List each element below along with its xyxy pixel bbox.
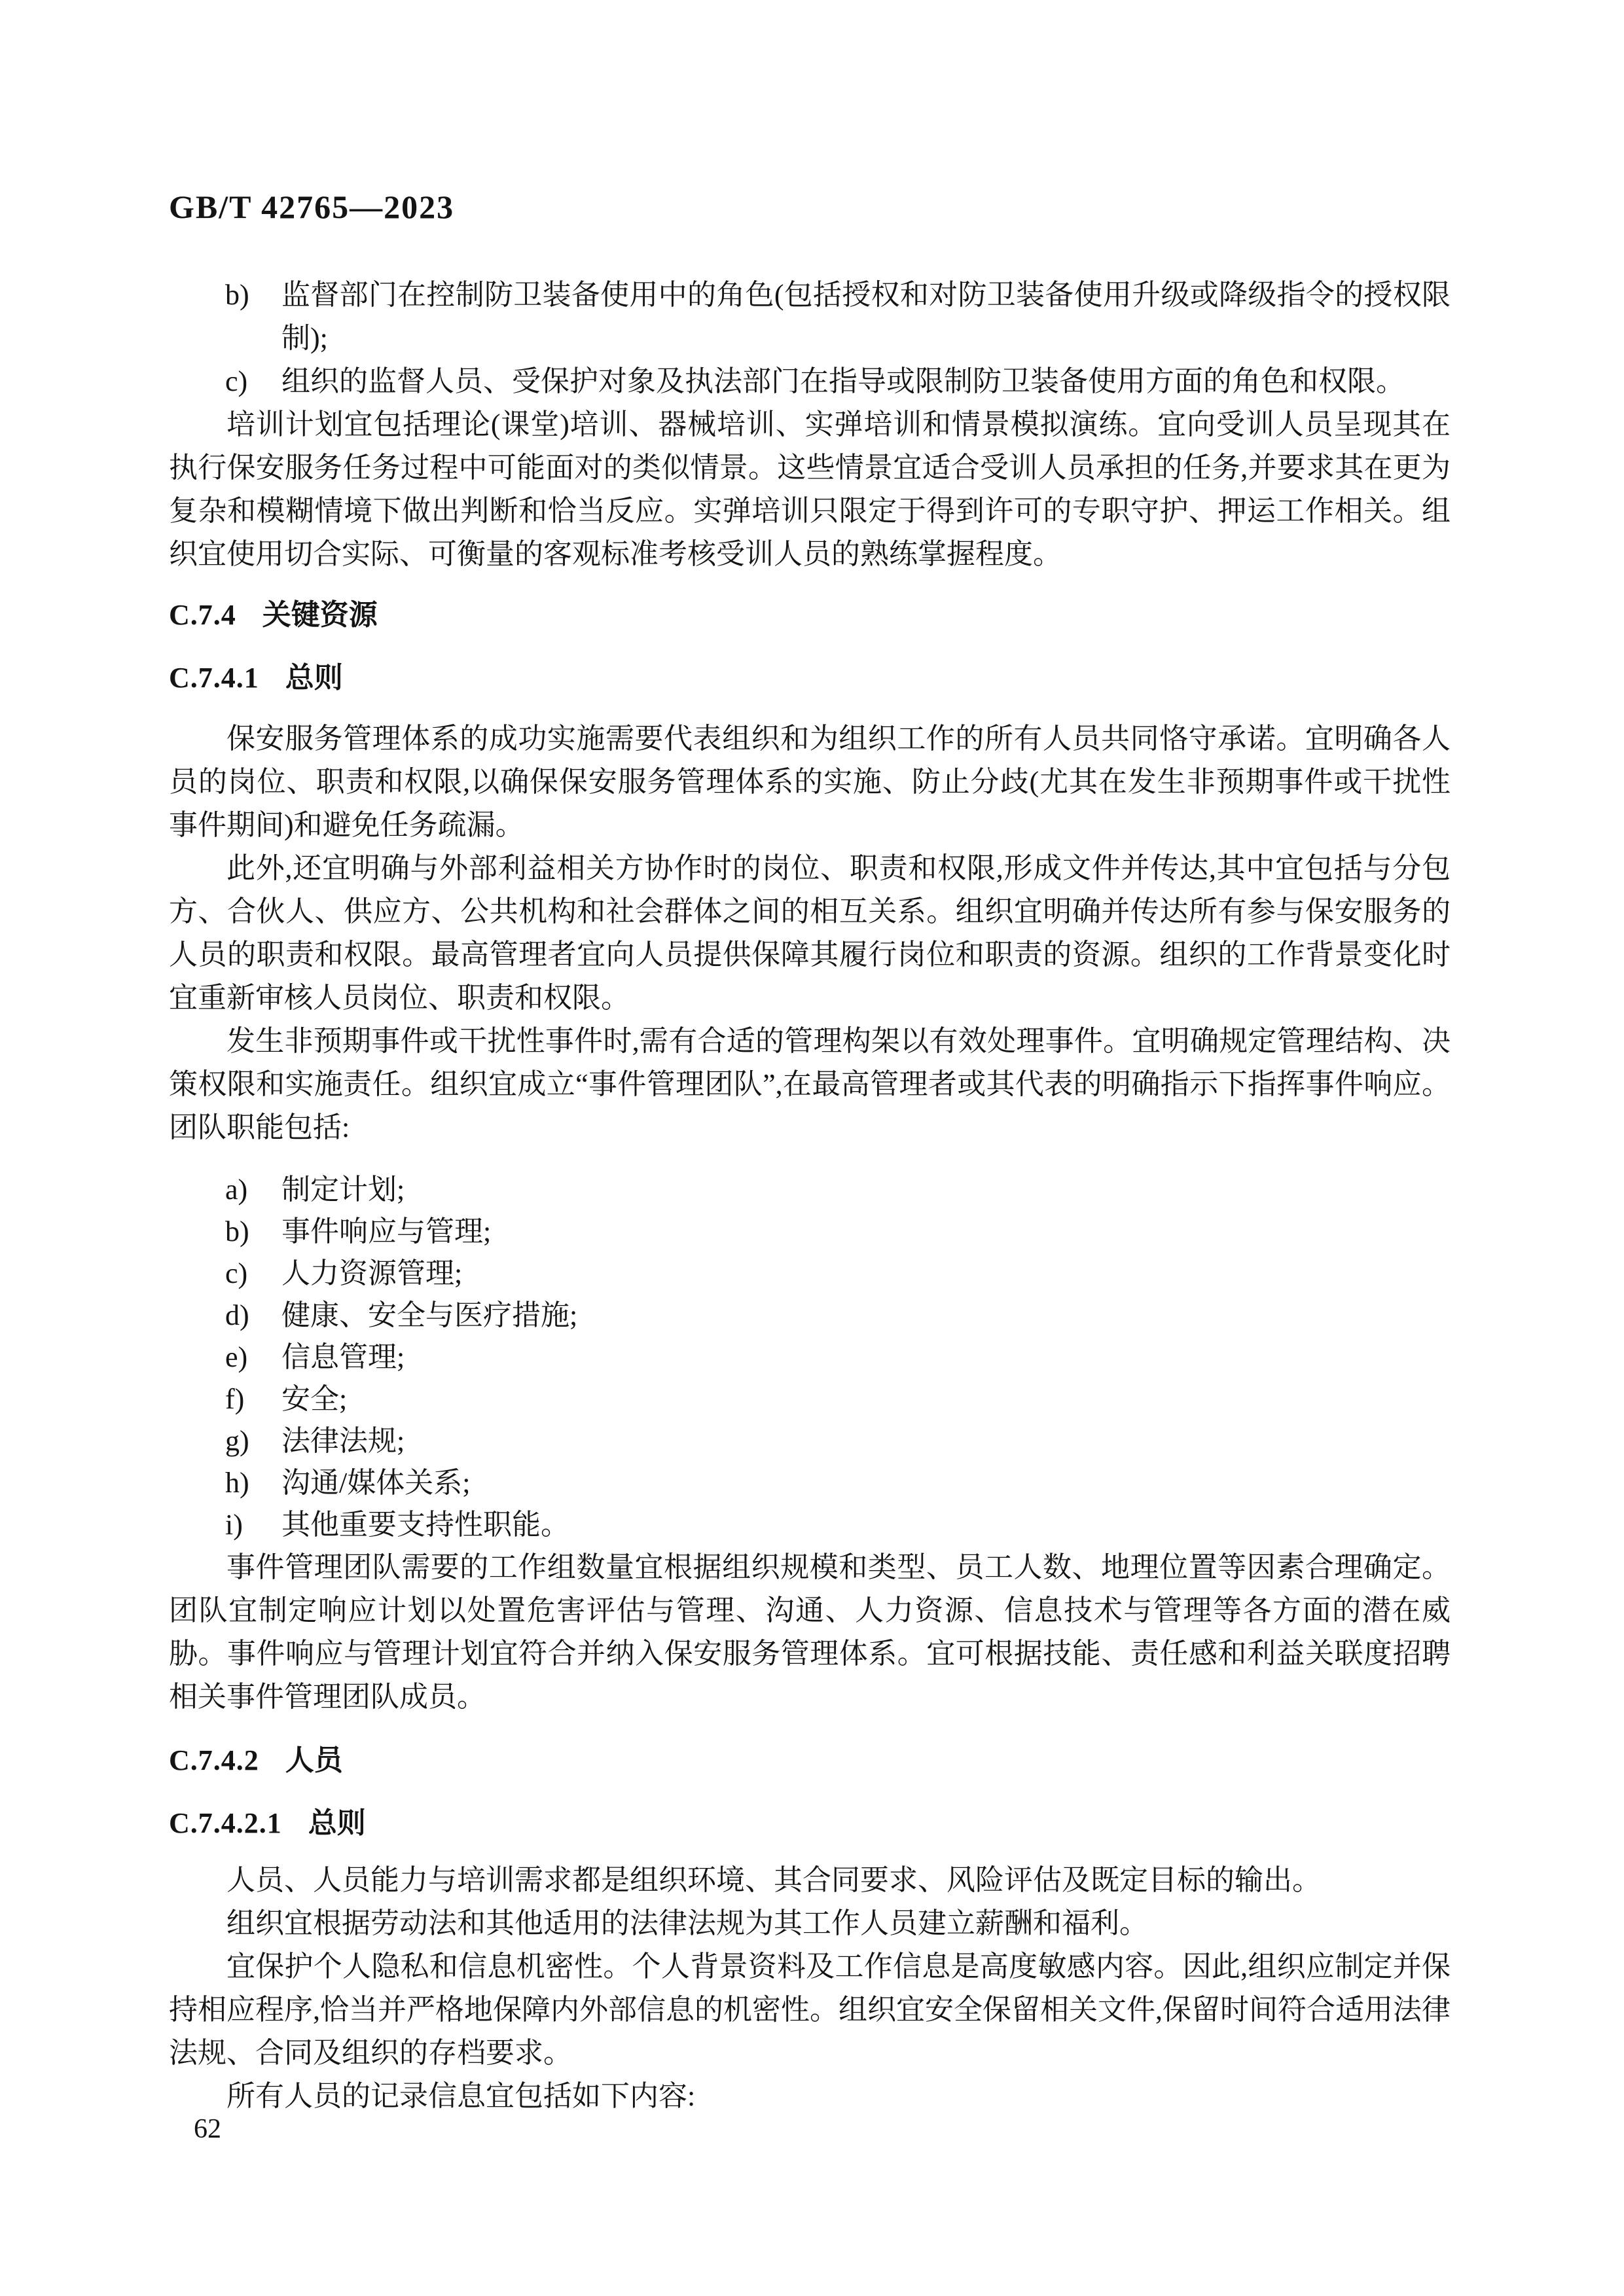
list-marker: c)	[225, 1257, 248, 1289]
list-item-text: 其他重要支持性职能。	[281, 1509, 569, 1541]
heading-c-7-4-1	[169, 662, 1451, 694]
heading-title: 关键资源	[262, 599, 378, 631]
paragraph-privacy: 宜保护个人隐私和信息机密性。个人背景资料及工作信息是高度敏感内容。因此,组织应制定并保持相应程序,恰当并严格地保障内外部信息的机密性。组织宜安全保留相关文件,保留时间符合适用法律法规、合同及组织的存档要求。	[169, 1950, 1451, 2069]
paragraph-labor-law: 组织宜根据劳动法和其他适用的法律法规为其工作人员建立薪酬和福利。	[226, 1907, 1148, 1939]
list-item-text: 法律法规;	[281, 1425, 405, 1457]
paragraph-external-parties: 此外,还宜明确与外部利益相关方协作时的岗位、职责和权限,形成文件并传达,其中宜包括与分包方、合伙人、供应方、公共机构和社会群体之间的相互关系。组织宜明确并传达所有参与保安服务的人员的职责和权限。最高管理者宜向人员提供保障其履行岗位和职责的资源。组织的工作背景变化时宜重新审核人员岗位、职责和权限。	[169, 852, 1451, 1014]
list-item-text: 制定计划;	[281, 1174, 405, 1206]
heading-number: C.7.4.2	[169, 1744, 259, 1776]
heading-number: C.7.4.2.1	[169, 1807, 282, 1839]
list-item	[169, 274, 1451, 360]
list-item	[169, 1169, 1451, 1211]
list-marker: e)	[225, 1341, 248, 1373]
list-item	[169, 1211, 1451, 1253]
paragraph-training-plan: 培训计划宜包括理论(课堂)培训、器械培训、实弹培训和情景模拟演练。宜向受训人员呈现其在执行保安服务任务过程中可能面对的类似情景。这些情景宜适合受训人员承担的任务,并要求其在更为复杂和模糊情境下做出判断和恰当反应。实弹培训只限定于得到许可的专职守护、押运工作相关。组织宜使用切合实际、可衡量的客观标准考核受训人员的熟练掌握程度。	[169, 408, 1451, 570]
defense-equipment-list	[169, 274, 1451, 403]
list-item	[169, 1336, 1451, 1378]
list-item-text: 沟通/媒体关系;	[281, 1467, 471, 1499]
list-item-text: 信息管理;	[281, 1341, 405, 1373]
list-marker: a)	[225, 1174, 248, 1206]
list-item-text: 事件响应与管理;	[281, 1215, 492, 1247]
list-item	[169, 360, 1451, 403]
paragraph-team-workgroups: 事件管理团队需要的工作组数量宜根据组织规模和类型、员工人数、地理位置等因素合理确定。团队宜制定响应计划以处置危害评估与管理、沟通、人力资源、信息技术与管理等各方面的潜在威胁。事件响应与管理计划宜符合并纳入保安服务管理体系。宜可根据技能、责任感和利益关联度招聘相关事件管理团队成员。	[169, 1551, 1451, 1713]
heading-c-7-4	[169, 600, 1451, 631]
list-item	[169, 1295, 1451, 1336]
paragraph-personnel-output: 人员、人员能力与培训需求都是组织环境、其合同要求、风险评估及既定目标的输出。	[226, 1864, 1321, 1896]
heading-title: 总则	[285, 662, 343, 694]
list-item-text: 人力资源管理;	[281, 1257, 463, 1289]
paragraph-incident-management: 发生非预期事件或干扰性事件时,需有合适的管理构架以有效处理事件。宜明确规定管理结构、决策权限和实施责任。组织宜成立“事件管理团队”,在最高管理者或其代表的明确指示下指挥事件响应。团队职能包括:	[169, 1025, 1451, 1143]
heading-c-7-4-2-1	[169, 1808, 1451, 1839]
team-functions-list	[169, 1169, 1451, 1546]
standard-number-header: GB/T 42765—2023	[169, 188, 455, 225]
list-item	[169, 1504, 1451, 1546]
list-marker: f)	[225, 1383, 245, 1415]
heading-number: C.7.4	[169, 599, 236, 631]
heading-number: C.7.4.1	[169, 662, 259, 694]
list-marker: i)	[225, 1509, 243, 1541]
list-item	[169, 1462, 1451, 1504]
heading-c-7-4-2	[169, 1745, 1451, 1776]
list-item-text: 健康、安全与医疗措施;	[281, 1299, 578, 1331]
heading-title: 人员	[285, 1744, 343, 1776]
document-body	[169, 264, 1451, 2118]
list-item	[169, 1420, 1451, 1462]
list-marker: d)	[225, 1299, 249, 1331]
paragraph-commitment: 保安服务管理体系的成功实施需要代表组织和为组织工作的所有人员共同恪守承诺。宜明确各人员的岗位、职责和权限,以确保保安服务管理体系的实施、防止分歧(尤其在发生非预期事件或干扰性事件期间)和避免任务疏漏。	[169, 723, 1451, 841]
list-item-text: 安全;	[281, 1383, 348, 1415]
list-marker: g)	[225, 1425, 249, 1457]
list-item	[169, 1378, 1451, 1420]
list-marker: c)	[225, 365, 248, 397]
list-item-text: 监督部门在控制防卫装备使用中的角色(包括授权和对防卫装备使用升级或降级指令的授权限制);	[281, 279, 1451, 354]
list-item	[169, 1253, 1451, 1295]
list-marker: h)	[225, 1467, 249, 1499]
paragraph-records-intro: 所有人员的记录信息宜包括如下内容:	[226, 2080, 696, 2112]
list-item-text: 组织的监督人员、受保护对象及执法部门在指导或限制防卫装备使用方面的角色和权限。	[281, 365, 1405, 397]
list-marker: b)	[225, 1215, 249, 1247]
list-marker: b)	[225, 279, 249, 311]
page-number: 62	[194, 2114, 221, 2144]
heading-title: 总则	[308, 1807, 366, 1839]
